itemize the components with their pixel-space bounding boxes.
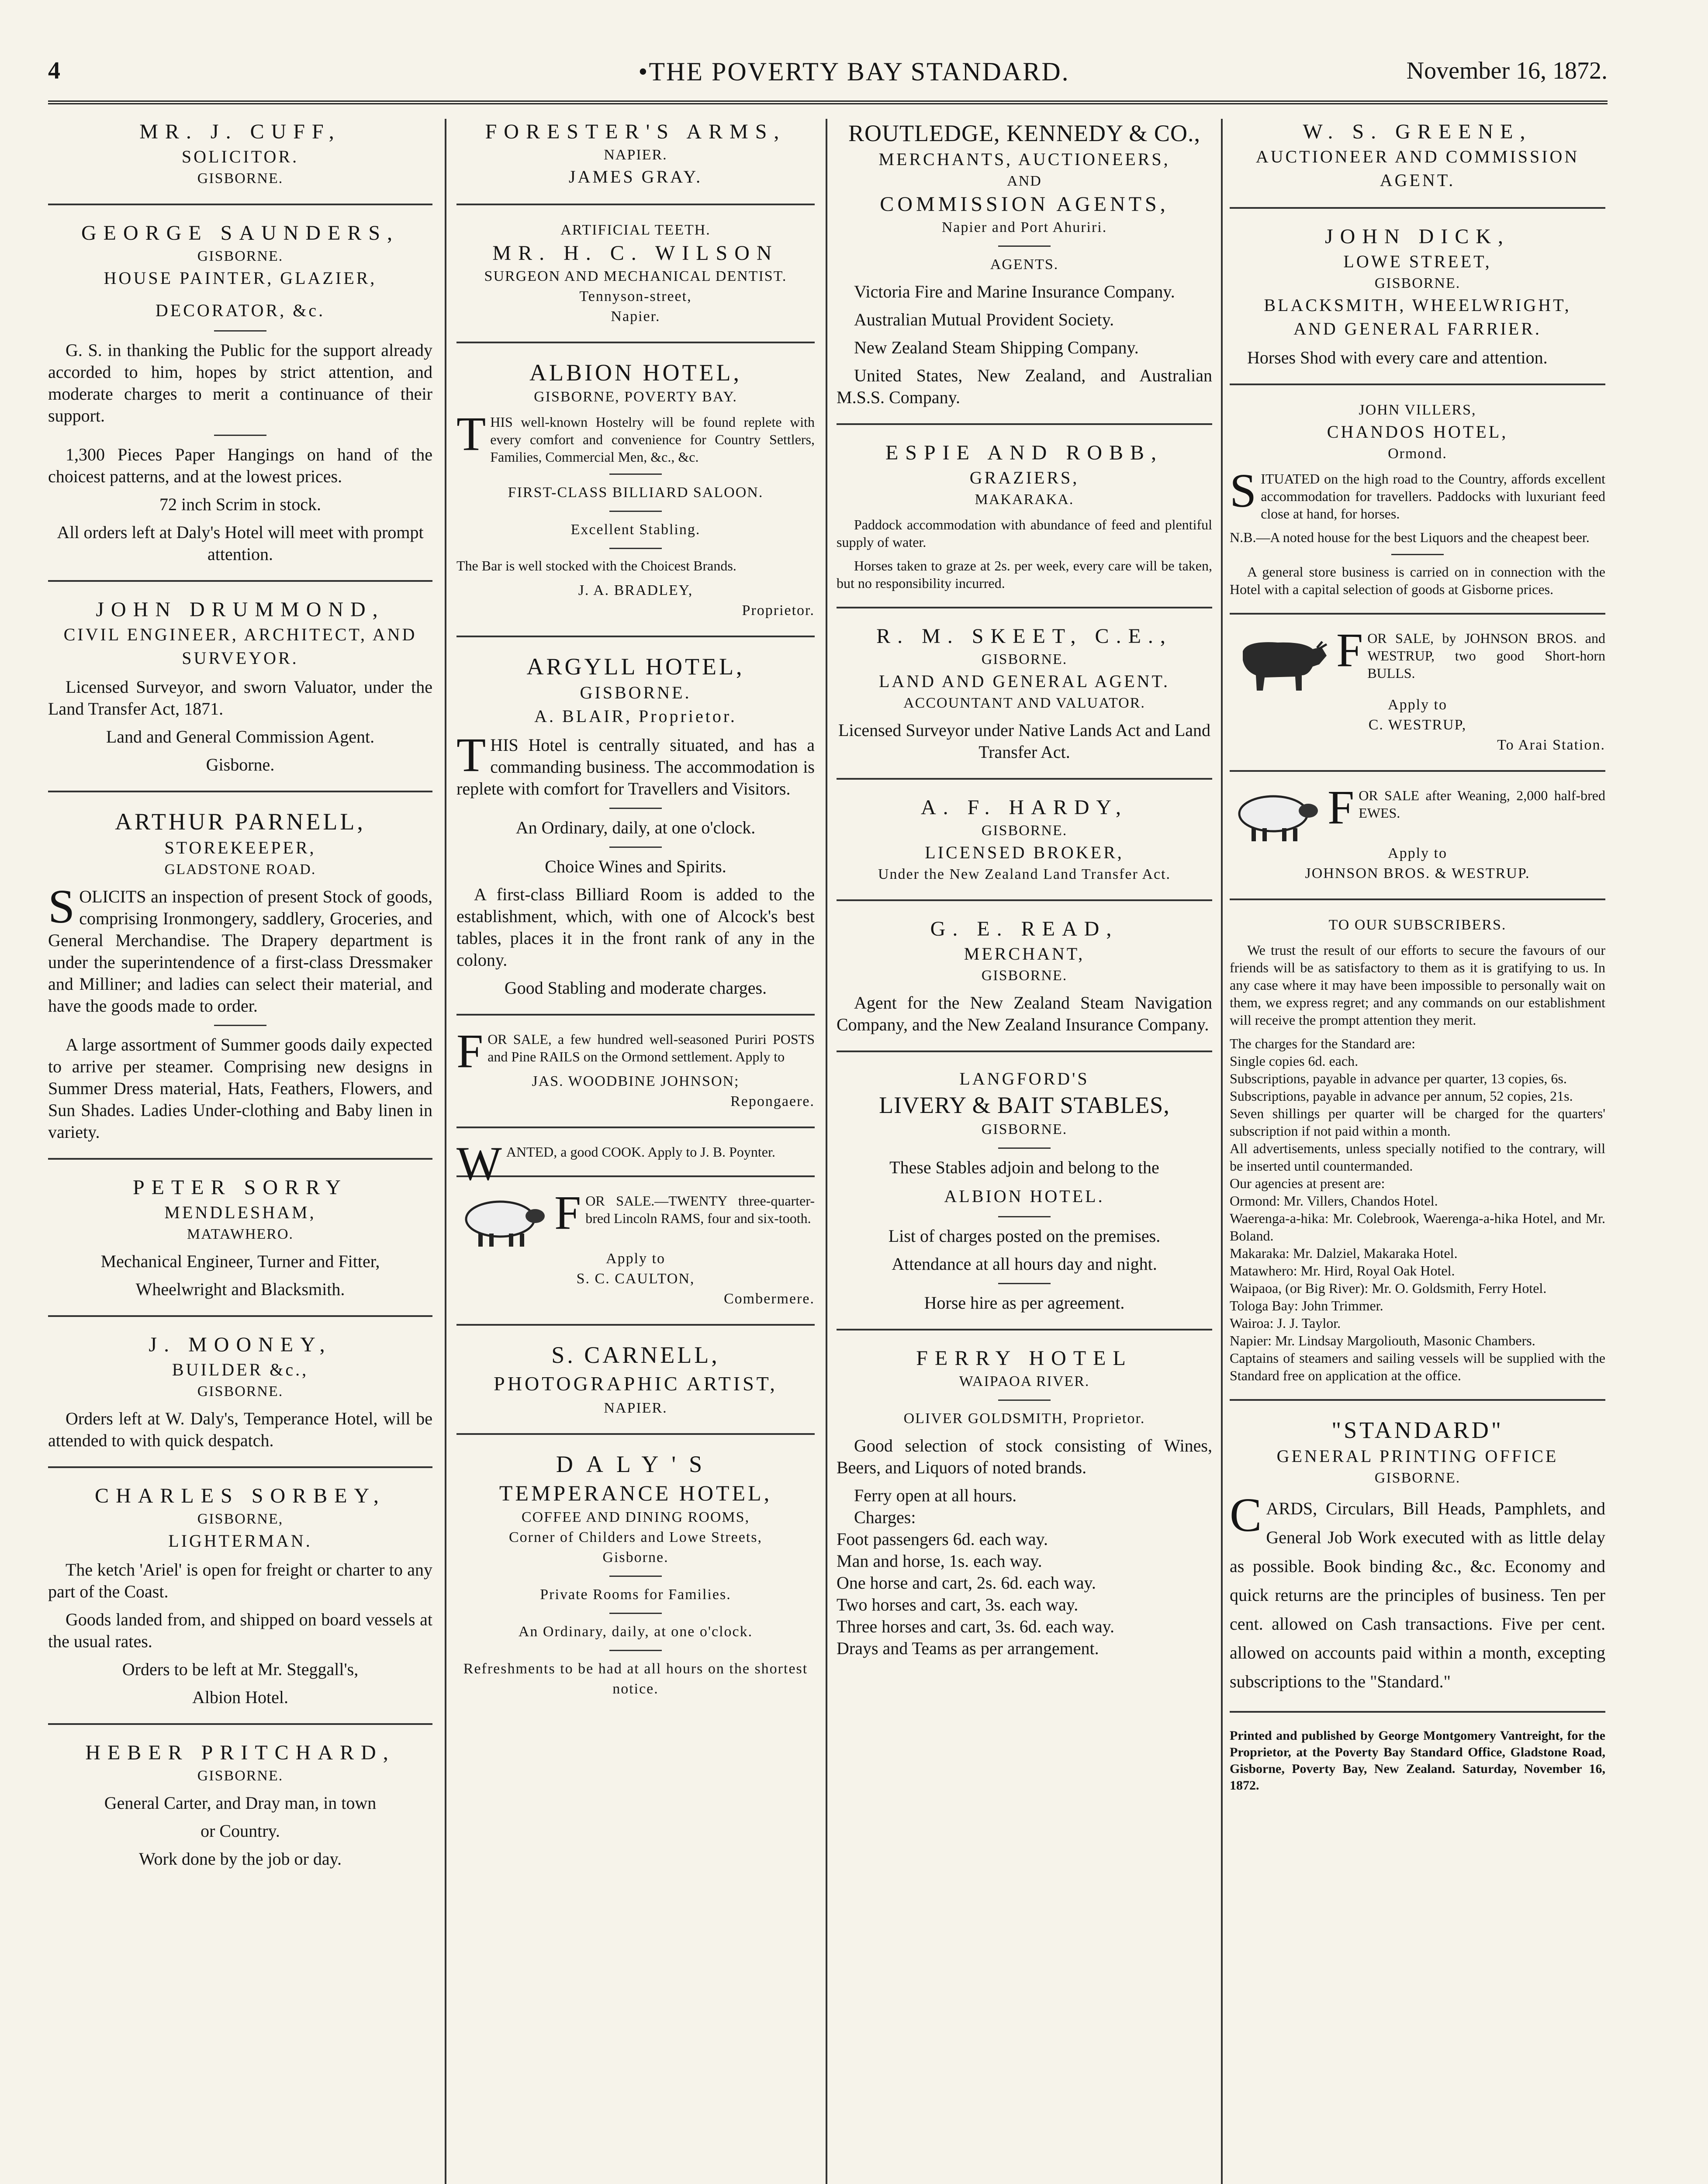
divider xyxy=(48,204,432,205)
advert-body: Work done by the job or day. xyxy=(138,1849,342,1869)
divider xyxy=(998,1147,1051,1149)
advert-title: FERRY HOTEL xyxy=(916,1347,1133,1370)
column-divider xyxy=(1221,119,1223,2184)
advert-subtitle: MENDLESHAM, xyxy=(164,1203,316,1222)
advert-ferry xyxy=(837,1345,1212,1659)
advert-subtitle: JAMES GRAY. xyxy=(568,167,703,187)
advert-place: GISBORNE. xyxy=(981,1121,1068,1137)
page-number: 4 xyxy=(48,57,60,84)
advert-subtitle: AGENT. xyxy=(1380,170,1456,190)
divider xyxy=(456,1175,815,1177)
list-item: Wairoa: J. J. Taylor. xyxy=(1230,1315,1341,1331)
page-header xyxy=(0,57,1708,86)
advert-body: Good selection of stock consisting of Wines, Beers, and Liquors of noted brands. xyxy=(837,1436,1212,1477)
advert-place: GISBORNE. xyxy=(1374,275,1461,291)
divider xyxy=(48,1466,432,1468)
advert-body: or Country. xyxy=(201,1821,280,1841)
advert-dick xyxy=(1230,224,1605,369)
list-item: Drays and Teams as per arrangement. xyxy=(837,1638,1099,1658)
advert-body: FOR SALE, by JOHNSON BROS. and WESTRUP, two good Short-horn BULLS. xyxy=(1336,623,1605,681)
advert-apply: Apply to xyxy=(1388,697,1447,713)
advert-body: FOR SALE after Weaning, 2,000 half-bred EWES. xyxy=(1328,781,1605,834)
notice-body: We trust the result of our efforts to secure the favours of our friends will be as satisfactory to them as it is gratifying to us. In any case where it may have been impossible to personally wait on them, we express regret; and any commands on our establishment will receive the prompt attention they merit. xyxy=(1230,942,1605,1028)
list-item: Makaraka: Mr. Dalziel, Makaraka Hotel. xyxy=(1230,1245,1458,1261)
advert-body: An Ordinary, daily, at one o'clock. xyxy=(518,1624,753,1640)
advert-subtitle: DECORATOR, &c. xyxy=(155,301,325,320)
divider xyxy=(837,607,1212,608)
divider xyxy=(837,1329,1212,1330)
divider xyxy=(609,473,662,475)
advert-body: FOR SALE.—TWENTY three-quarter-bred Lincoln RAMS, four and six-tooth. xyxy=(554,1186,815,1239)
divider xyxy=(1230,898,1605,900)
imprint: Printed and published by George Montgomery Vantreight, for the Proprietor, at the Poverty Bay Standard Office, Gladstone Road, Gisborne, Poverty Bay, New Zealand. Saturday, November 16, 1872. xyxy=(1230,1728,1605,1793)
advert-cuff xyxy=(48,119,432,189)
divider xyxy=(456,204,815,205)
masthead-rule xyxy=(48,100,1608,104)
divider xyxy=(456,1433,815,1435)
ferry-charges-list xyxy=(837,1528,1212,1659)
advert-body: Ferry open at all hours. xyxy=(854,1486,1017,1505)
advert-greene xyxy=(1230,119,1605,192)
advert-sorry xyxy=(48,1175,432,1300)
advert-espie xyxy=(837,440,1212,592)
advert-title: R. M. SKEET, C.E., xyxy=(876,625,1172,648)
advert-title: LIVERY & BAIT STABLES, xyxy=(879,1092,1170,1118)
advert-subtitle: AUCTIONEER AND COMMISSION xyxy=(1255,147,1580,166)
divider xyxy=(48,1315,432,1317)
divider xyxy=(837,1051,1212,1052)
advert-owner: C. WESTRUP, xyxy=(1368,717,1467,733)
advert-body: 72 inch Scrim in stock. xyxy=(159,494,321,514)
advert-drummond xyxy=(48,597,432,776)
advert-subtitle: MERCHANT, xyxy=(964,944,1085,964)
advert-body: The Bar is well stocked with the Choicest Brands. xyxy=(456,558,736,574)
list-item: Our agencies at present are: xyxy=(1230,1175,1385,1191)
notice-subscribers xyxy=(1230,915,1605,1384)
divider xyxy=(1230,613,1605,615)
advert-subtitle: ACCOUNTANT AND VALUATOR. xyxy=(903,695,1145,711)
advert-subtitle: LICENSED BROKER, xyxy=(925,843,1124,862)
advert-body: Mechanical Engineer, Turner and Fitter, xyxy=(100,1251,380,1271)
advert-body: 1,300 Pieces Paper Hangings on hand of the choicest patterns, and at the lowest prices. xyxy=(48,445,432,486)
advert-foresters xyxy=(456,119,815,189)
advert-subtitle: Under the New Zealand Land Transfer Act. xyxy=(878,866,1171,882)
advert-subtitle: SOLICITOR. xyxy=(181,147,299,166)
issue-date: November 16, 1872. xyxy=(1406,57,1608,84)
advert-bulls xyxy=(1230,623,1605,755)
list-item: Subscriptions, payable in advance per annum, 52 copies, 21s. xyxy=(1230,1088,1573,1104)
list-item: Matawhero: Mr. Hird, Royal Oak Hotel. xyxy=(1230,1263,1455,1279)
advert-place: GISBORNE. xyxy=(197,1768,284,1784)
advert-place: GISBORNE. xyxy=(981,822,1068,839)
advert-subtitle: LIGHTERMAN. xyxy=(168,1531,312,1551)
advert-rams xyxy=(456,1186,815,1309)
list-item: Subscriptions, payable in advance per quarter, 13 copies, 6s. xyxy=(1230,1071,1567,1086)
advert-place: GISBORNE. xyxy=(197,248,284,264)
advert-parnell xyxy=(48,807,432,1143)
sheep-icon xyxy=(1230,787,1321,843)
advert-subtitle: GISBORNE. xyxy=(580,683,691,702)
advert-title: S. CARNELL, xyxy=(551,1342,720,1368)
divider xyxy=(456,1127,815,1128)
advert-read xyxy=(837,916,1212,1036)
advert-body: A general store business is carried on in connection with the Hotel with a capital selection of goods at Gisborne prices. xyxy=(1230,564,1605,597)
list-item: Man and horse, 1s. each way. xyxy=(837,1551,1042,1571)
advert-title: TEMPERANCE HOTEL, xyxy=(499,1481,772,1505)
advert-posts xyxy=(456,1024,815,1112)
advert-wanted: WANTED, a good COOK. Apply to J. B. Poynter. xyxy=(456,1137,775,1190)
advert-place: GISBORNE. xyxy=(197,1383,284,1400)
advert-routledge xyxy=(837,119,1212,408)
advert-owner: JOHNSON BROS. & WESTRUP. xyxy=(1305,865,1530,881)
advert-apply: Apply to xyxy=(606,1251,665,1267)
advert-body: N.B.—A noted house for the best Liquors and the cheapest beer. xyxy=(1230,529,1590,545)
advert-title: ESPIE AND ROBB, xyxy=(885,441,1164,464)
divider xyxy=(609,1650,662,1651)
divider xyxy=(214,435,266,436)
advert-body: Horses taken to graze at 2s. per week, every care will be taken, but no responsibility incurred. xyxy=(837,558,1212,591)
list-item: Ormond: Mr. Villers, Chandos Hotel. xyxy=(1230,1193,1438,1209)
advert-body: New Zealand Steam Shipping Company. xyxy=(854,338,1139,357)
advert-title: "STANDARD" xyxy=(1331,1417,1504,1443)
advert-subtitle: STOREKEEPER, xyxy=(164,838,316,857)
advert-place: ARTIFICIAL TEETH. xyxy=(560,222,711,238)
advert-subtitle: SURGEON AND MECHANICAL DENTIST. xyxy=(484,268,787,284)
divider xyxy=(456,636,815,637)
advert-place: GISBORNE. xyxy=(981,651,1068,667)
advert-body: Wheelwright and Blacksmith. xyxy=(135,1279,345,1299)
advert-subtitle: ALBION HOTEL. xyxy=(944,1186,1105,1206)
divider xyxy=(998,1400,1051,1401)
advert-body: THIS Hotel is centrally situated, and has a commanding business. The accommodation is replete with comfort for Travellers and Visitors. xyxy=(456,728,815,798)
advert-body: A large assortment of Summer goods daily expected to arrive per steamer. Comprising new designs in Summer Dress material, Hats, Feathers, Flowers, and Sun Shades. Ladies Under-clothing and Baby linen in variety. xyxy=(48,1035,432,1142)
masthead-title: •THE POVERTY BAY STANDARD. xyxy=(638,57,1070,86)
divider xyxy=(1391,554,1444,555)
divider xyxy=(1230,770,1605,772)
advert-title: ARGYLL HOTEL, xyxy=(526,653,745,680)
divider xyxy=(837,778,1212,780)
advert-subtitle: AND GENERAL FARRIER. xyxy=(1293,319,1542,339)
advert-body: Land and General Commission Agent. xyxy=(106,727,375,746)
divider xyxy=(609,1576,662,1577)
advert-body: SOLICITS an inspection of present Stock of goods, comprising Ironmongery, saddlery, Groceries, and General Merchandise. The Drapery department is under the superintendence of a first-class Dressmaker and Milliner; and ladies can select their material, and have the goods made to order. xyxy=(48,880,432,1016)
list-item: Captains of steamers and sailing vessels will be supplied with the Standard free on application at the office. xyxy=(1230,1350,1605,1383)
divider xyxy=(1230,384,1605,385)
advert-owner: JAS. WOODBINE JOHNSON; xyxy=(532,1073,740,1089)
list-item: One horse and cart, 2s. 6d. each way. xyxy=(837,1573,1096,1593)
advert-printing xyxy=(1230,1416,1605,1696)
divider xyxy=(609,847,662,848)
advert-owner: S. C. CAULTON, xyxy=(576,1271,695,1287)
advert-body: Horse hire as per agreement. xyxy=(924,1293,1125,1313)
divider xyxy=(456,1324,815,1326)
advert-title: ROUTLEDGE, KENNEDY & CO., xyxy=(848,120,1200,146)
advert-place: Corner of Childers and Lowe Streets, xyxy=(509,1529,762,1545)
advert-title: A. F. HARDY, xyxy=(921,796,1128,819)
advert-subtitle: AND xyxy=(1007,173,1042,189)
divider xyxy=(998,245,1051,247)
divider xyxy=(48,580,432,582)
advert-body: Albion Hotel. xyxy=(192,1687,288,1707)
list-item: Foot passengers 6d. each way. xyxy=(837,1529,1048,1549)
advert-owner: A. BLAIR, Proprietor. xyxy=(534,706,737,726)
advert-sorbey xyxy=(48,1483,432,1708)
column-3 xyxy=(837,119,1212,2184)
advert-body: A first-class Billiard Room is added to the establishment, which, with one of Alcock's best tables, places it in the front rank of any in the colony. xyxy=(456,885,815,970)
advert-body: Gisborne. xyxy=(206,755,275,774)
advert-owner-role: Proprietor. xyxy=(742,602,815,619)
advert-body: List of charges posted on the premises. xyxy=(888,1226,1161,1246)
advert-subtitle: COFFEE AND DINING ROOMS, xyxy=(521,1509,750,1525)
advert-villers xyxy=(1230,400,1605,598)
advert-place: To Arai Station. xyxy=(1497,737,1605,753)
advert-subtitle: CIVIL ENGINEER, ARCHITECT, AND SURVEYOR. xyxy=(63,625,417,668)
advert-subtitle: BLACKSMITH, WHEELWRIGHT, xyxy=(1264,295,1571,315)
advert-owner: J. A. BRADLEY, xyxy=(578,582,693,598)
advert-title: G. E. READ, xyxy=(930,917,1119,940)
advert-subtitle: Excellent Stabling. xyxy=(570,522,701,538)
advert-body: Orders to be left at Mr. Steggall's, xyxy=(122,1659,359,1679)
advert-title: J. MOONEY, xyxy=(149,1333,332,1356)
list-item: Napier: Mr. Lindsay Margoliouth, Masonic Chambers. xyxy=(1230,1333,1535,1348)
advert-subtitle: PHOTOGRAPHIC ARTIST, xyxy=(494,1372,778,1395)
advert-title: CHARLES SORBEY, xyxy=(95,1484,386,1507)
advert-body: Paddock accommodation with abundance of feed and plentiful supply of water. xyxy=(837,517,1212,550)
divider xyxy=(1230,1711,1605,1713)
advert-title: PETER SORRY xyxy=(132,1176,348,1199)
advert-body: THIS well-known Hostelry will be found replete with every comfort and convenience for Country Settlers, Families, Commercial Men, &c., &c. xyxy=(456,407,815,465)
column-2 xyxy=(456,119,815,2184)
column-divider xyxy=(826,119,827,2184)
list-item: Tologa Bay: John Trimmer. xyxy=(1230,1298,1383,1313)
divider xyxy=(609,808,662,809)
advert-place: GISBORNE, xyxy=(197,1511,284,1527)
list-item: Two horses and cart, 3s. each way. xyxy=(837,1595,1079,1614)
advert-owner: JOHN VILLERS, xyxy=(1359,402,1476,418)
notice-title: TO OUR SUBSCRIBERS. xyxy=(1328,917,1507,933)
advert-subtitle: GRAZIERS, xyxy=(969,468,1079,487)
advert-place: Napier. xyxy=(611,308,660,325)
divider xyxy=(1230,207,1605,209)
advert-body: All orders left at Daly's Hotel will meet with prompt attention. xyxy=(57,522,424,564)
advert-subtitle: COMMISSION AGENTS, xyxy=(880,193,1169,216)
advert-pritchard xyxy=(48,1740,432,1870)
advert-skeet xyxy=(837,623,1212,763)
advert-subtitle: MERCHANTS, AUCTIONEERS, xyxy=(878,149,1170,169)
divider xyxy=(1230,1399,1605,1401)
advert-body: Private Rooms for Families. xyxy=(540,1586,731,1603)
divider xyxy=(48,1158,432,1160)
advert-subtitle: LANGFORD'S xyxy=(959,1069,1089,1089)
advert-place: Napier and Port Ahuriri. xyxy=(941,219,1107,235)
divider xyxy=(837,423,1212,425)
list-item: Seven shillings per quarter will be charged for the quarters' subscription if not paid within a month. xyxy=(1230,1106,1605,1139)
advert-body: Agent for the New Zealand Steam Navigation Company, and the New Zealand Insurance Company. xyxy=(837,993,1212,1034)
list-item: Single copies 6d. each. xyxy=(1230,1053,1359,1069)
advert-dalys xyxy=(456,1450,815,1699)
advert-subtitle: AGENTS. xyxy=(990,256,1059,273)
advert-place: GLADSTONE ROAD. xyxy=(164,861,316,878)
advert-hardy xyxy=(837,795,1212,885)
advert-apply: Apply to xyxy=(1388,845,1447,861)
advert-subtitle: HOUSE PAINTER, GLAZIER, xyxy=(104,268,377,288)
advert-title: ALBION HOTEL, xyxy=(529,359,742,386)
divider xyxy=(214,1025,266,1026)
advert-place: MATAWHERO. xyxy=(187,1226,294,1242)
advert-body: Australian Mutual Provident Society. xyxy=(854,310,1114,329)
advert-place: Ormond. xyxy=(1388,446,1447,462)
advert-title: ARTHUR PARNELL, xyxy=(115,809,366,835)
advert-place: Gisborne. xyxy=(602,1549,669,1565)
advert-body: United States, New Zealand, and Australian M.S.S. Company. xyxy=(837,366,1212,407)
advert-body: Orders left at W. Daly's, Temperance Hotel, will be attended to with quick despatch. xyxy=(48,1409,432,1450)
advert-body: Licensed Surveyor under Native Lands Act and Land Transfer Act. xyxy=(838,720,1210,762)
advert-place: Tennyson-street, xyxy=(579,288,692,304)
advert-title: JOHN DICK, xyxy=(1325,225,1510,248)
column-4 xyxy=(1230,119,1605,2184)
advert-subtitle: LAND AND GENERAL AGENT. xyxy=(878,671,1170,691)
divider xyxy=(609,511,662,512)
divider xyxy=(456,1014,815,1016)
advert-title: JOHN DRUMMOND, xyxy=(96,598,385,621)
advert-wilson xyxy=(456,220,815,327)
advert-body: Horses Shod with every care and attention. xyxy=(1247,348,1548,367)
advert-carnell xyxy=(456,1341,815,1418)
column-divider xyxy=(445,119,446,2184)
advert-body: CARDS, Circulars, Bill Heads, Pamphlets, and General Job Work executed with as little delay as possible. Book binding &c., &c. Economy and quick returns are the principles of business. Ten per cent. allowed on Cash transactions. Five per cent. allowed on accounts paid within a month, excepting subscriptions to the "Standard." xyxy=(1230,1488,1605,1691)
advert-title: DALY'S xyxy=(556,1451,716,1477)
advert-place: GISBORNE. xyxy=(1374,1470,1461,1486)
advert-body: FOR SALE, a few hundred well-seasoned Puriri POSTS and Pine RAILS on the Ormond settlement. Apply to xyxy=(456,1024,815,1078)
list-item: The charges for the Standard are: xyxy=(1230,1036,1415,1051)
advert-title: W. S. GREENE, xyxy=(1303,120,1532,143)
divider xyxy=(609,548,662,549)
advert-title: CHANDOS HOTEL, xyxy=(1327,422,1508,442)
advert-body: G. S. in thanking the Public for the support already accorded to him, hopes by strict attention, and moderate charges to merit a continuance of their support. xyxy=(48,340,432,425)
divider xyxy=(837,899,1212,901)
advert-place: WAIPAOA RIVER. xyxy=(959,1373,1090,1389)
advert-place: GISBORNE, POVERTY BAY. xyxy=(534,389,737,405)
advert-place: NAPIER. xyxy=(604,147,667,163)
advert-langford xyxy=(837,1067,1212,1314)
advert-saunders xyxy=(48,220,432,565)
advert-body: The ketch 'Ariel' is open for freight or charter to any part of the Coast. xyxy=(48,1560,432,1601)
advert-subtitle: LOWE STREET, xyxy=(1343,252,1492,271)
divider xyxy=(48,1723,432,1725)
advert-body: General Carter, and Dray man, in town xyxy=(104,1793,377,1813)
advert-place: GISBORNE. xyxy=(197,170,284,187)
sheep-icon xyxy=(456,1192,548,1249)
advert-title: HEBER PRITCHARD, xyxy=(85,1741,395,1764)
divider xyxy=(456,342,815,343)
advert-mooney xyxy=(48,1332,432,1451)
divider xyxy=(998,1216,1051,1217)
advert-title: MR. H. C. WILSON xyxy=(492,242,779,265)
advert-body: Good Stabling and moderate charges. xyxy=(504,978,767,998)
advert-place: GISBORNE. xyxy=(981,968,1068,984)
advert-body: Licensed Surveyor, and sworn Valuator, under the Land Transfer Act, 1871. xyxy=(48,677,432,719)
divider xyxy=(48,791,432,792)
advert-subtitle: FIRST-CLASS BILLIARD SALOON. xyxy=(508,484,764,501)
advert-body: SITUATED on the high road to the Country, affords excellent accommodation for travellers. Paddocks with luxuriant feed close at hand, for horses. xyxy=(1230,464,1605,522)
list-item: Three horses and cart, 3s. 6d. each way. xyxy=(837,1617,1115,1636)
advert-subtitle: BUILDER &c., xyxy=(172,1360,309,1379)
list-item: Waipaoa, (or Big River): Mr. O. Goldsmith, Ferry Hotel. xyxy=(1230,1280,1547,1296)
notice-list xyxy=(1230,1035,1605,1384)
advert-body: Choice Wines and Spirits. xyxy=(545,857,726,876)
advert-body: Victoria Fire and Marine Insurance Company. xyxy=(854,282,1175,301)
divider xyxy=(998,1283,1051,1284)
advert-title: GEORGE SAUNDERS, xyxy=(81,221,400,245)
advert-place: NAPIER. xyxy=(604,1400,667,1416)
divider xyxy=(609,1613,662,1614)
advert-place: MAKARAKA. xyxy=(975,491,1074,508)
advert-body: Charges: xyxy=(854,1507,916,1527)
divider xyxy=(214,330,266,332)
advert-albion xyxy=(456,358,815,621)
advert-body: Refreshments to be had at all hours on the shortest notice. xyxy=(463,1661,808,1697)
advert-title: FORESTER'S ARMS, xyxy=(485,120,786,143)
list-item: Waerenga-a-hika: Mr. Colebrook, Waerenga-a-hika Hotel, and Mr. Boland. xyxy=(1230,1210,1605,1244)
list-item: All advertisements, unless specially notified to the contrary, will be inserted until countermanded. xyxy=(1230,1140,1605,1174)
advert-body: An Ordinary, daily, at one o'clock. xyxy=(515,818,756,837)
advert-body: Attendance at all hours day and night. xyxy=(892,1254,1157,1274)
advert-owner: OLIVER GOLDSMITH, Proprietor. xyxy=(903,1410,1145,1427)
bull-icon xyxy=(1230,629,1330,695)
advert-title: MR. J. CUFF, xyxy=(139,120,341,143)
advert-argyll xyxy=(456,652,815,999)
advert-body: These Stables adjoin and belong to the xyxy=(889,1158,1159,1177)
advert-ewes xyxy=(1230,781,1605,884)
advert-subtitle: GENERAL PRINTING OFFICE xyxy=(1276,1446,1559,1466)
advert-place: Combermere. xyxy=(724,1291,815,1307)
column-1 xyxy=(48,119,432,2184)
advert-place: Repongaere. xyxy=(730,1093,815,1109)
advert-body: Goods landed from, and shipped on board vessels at the usual rates. xyxy=(48,1610,432,1651)
